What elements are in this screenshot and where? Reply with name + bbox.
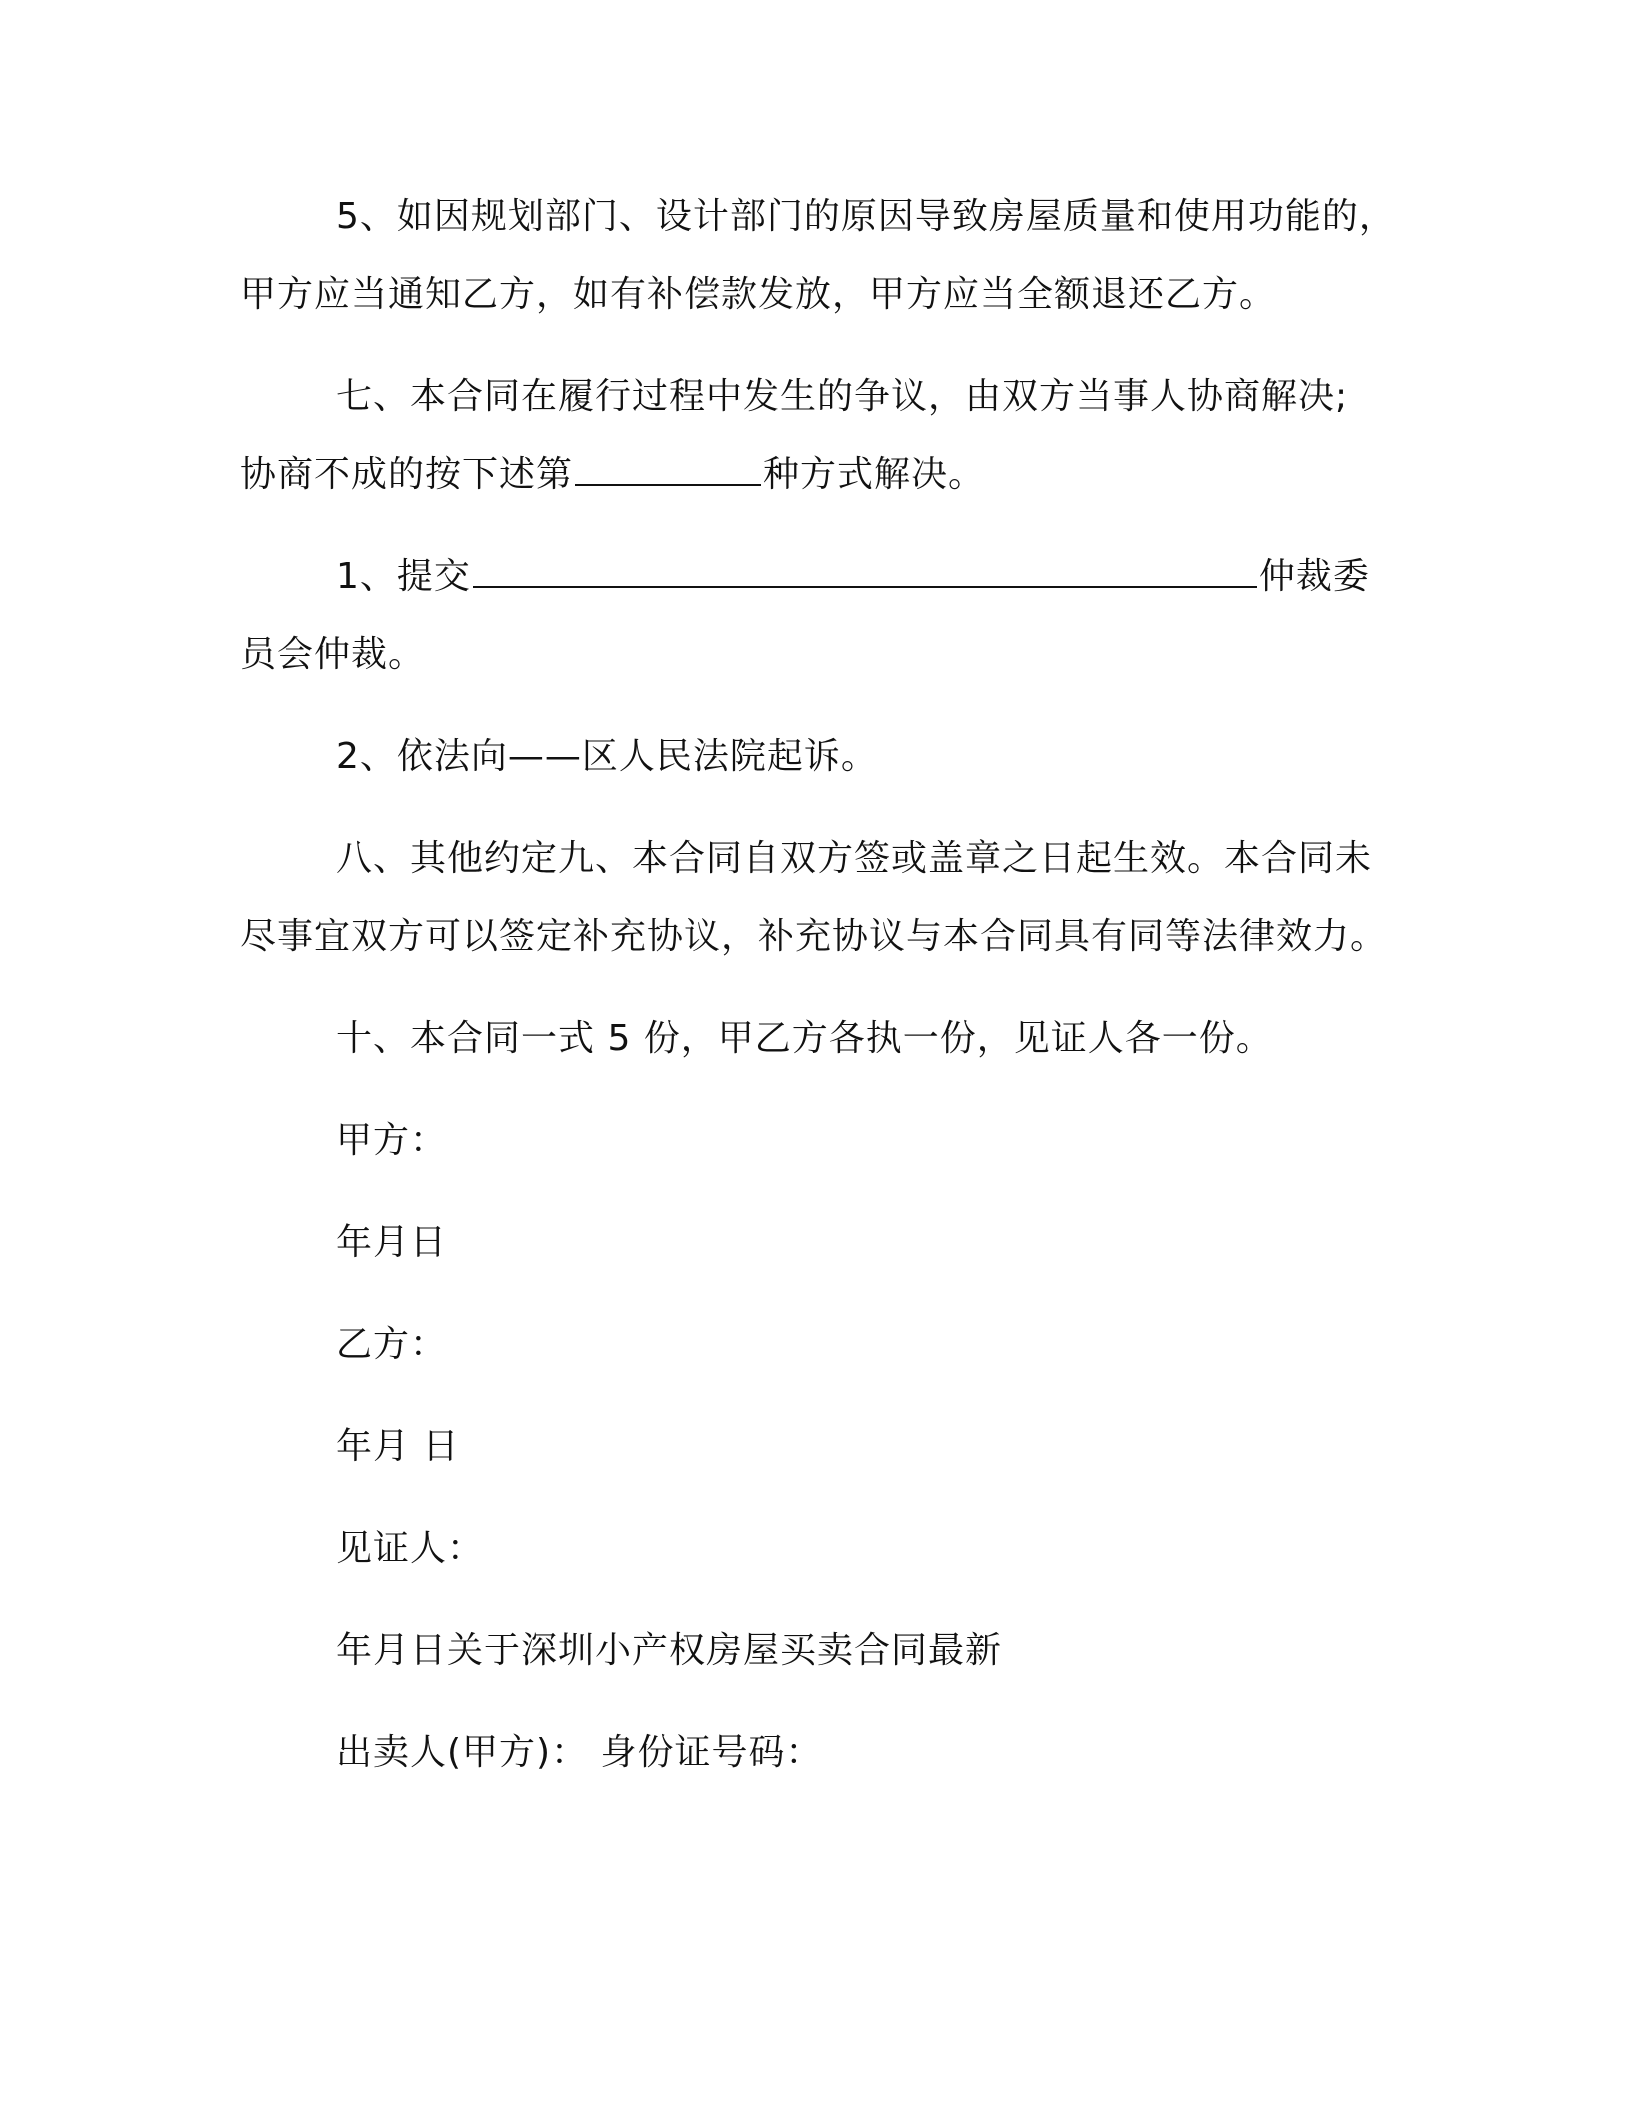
clause-5-line-1: 5、如因规划部门、设计部门的原因导致房屋质量和使用功能的， [336, 196, 1396, 237]
clause-8-9-line-1: 八、其他约定九、本合同自双方签或盖章之日起生效。本合同未 [336, 838, 1373, 879]
party-b-label: 乙方： [336, 1324, 448, 1365]
option-1-line-1 [240, 538, 1392, 616]
method-number-blank [575, 454, 761, 486]
option-1-prefix: 1、提交 [336, 556, 471, 597]
clause-8-9 [240, 820, 1392, 976]
clause-7-line-2-prefix: 协商不成的按下述第 [240, 454, 574, 495]
option-1-suffix: 仲裁委 [1258, 556, 1370, 597]
party-a-date: 年月日 [336, 1222, 448, 1263]
clause-7-line-1: 七、本合同在履行过程中发生的争议，由双方当事人协商解决; [336, 376, 1349, 417]
clause-7 [240, 358, 1392, 514]
clause-10: 十、本合同一式 5 份，甲乙方各执一份，见证人各一份。 [336, 1018, 1273, 1059]
arbitration-commission-blank [473, 556, 1257, 588]
witness-label: 见证人： [336, 1528, 485, 1569]
clause-5 [240, 178, 1396, 334]
clause-8-9-line-2: 尽事宜双方可以签定补充协议，补充协议与本合同具有同等法律效力。 [240, 916, 1388, 957]
option-2-litigation: 2、依法向——区人民法院起诉。 [336, 736, 878, 777]
option-1-arbitration [240, 538, 1392, 694]
seller-info: 出卖人(甲方)： 身份证号码： [336, 1732, 823, 1773]
party-a-label: 甲方： [336, 1120, 448, 1161]
clause-5-line-2: 甲方应当通知乙方，如有补偿款发放，甲方应当全额退还乙方。 [240, 274, 1277, 315]
party-b-date: 年月 日 [336, 1426, 460, 1467]
witness-date-and-next-title: 年月日关于深圳小产权房屋买卖合同最新 [336, 1630, 1003, 1671]
clause-7-line-2-suffix: 种方式解决。 [763, 454, 986, 495]
option-1-line-2: 员会仲裁。 [240, 634, 426, 675]
clause-7-line-2 [240, 436, 1392, 514]
